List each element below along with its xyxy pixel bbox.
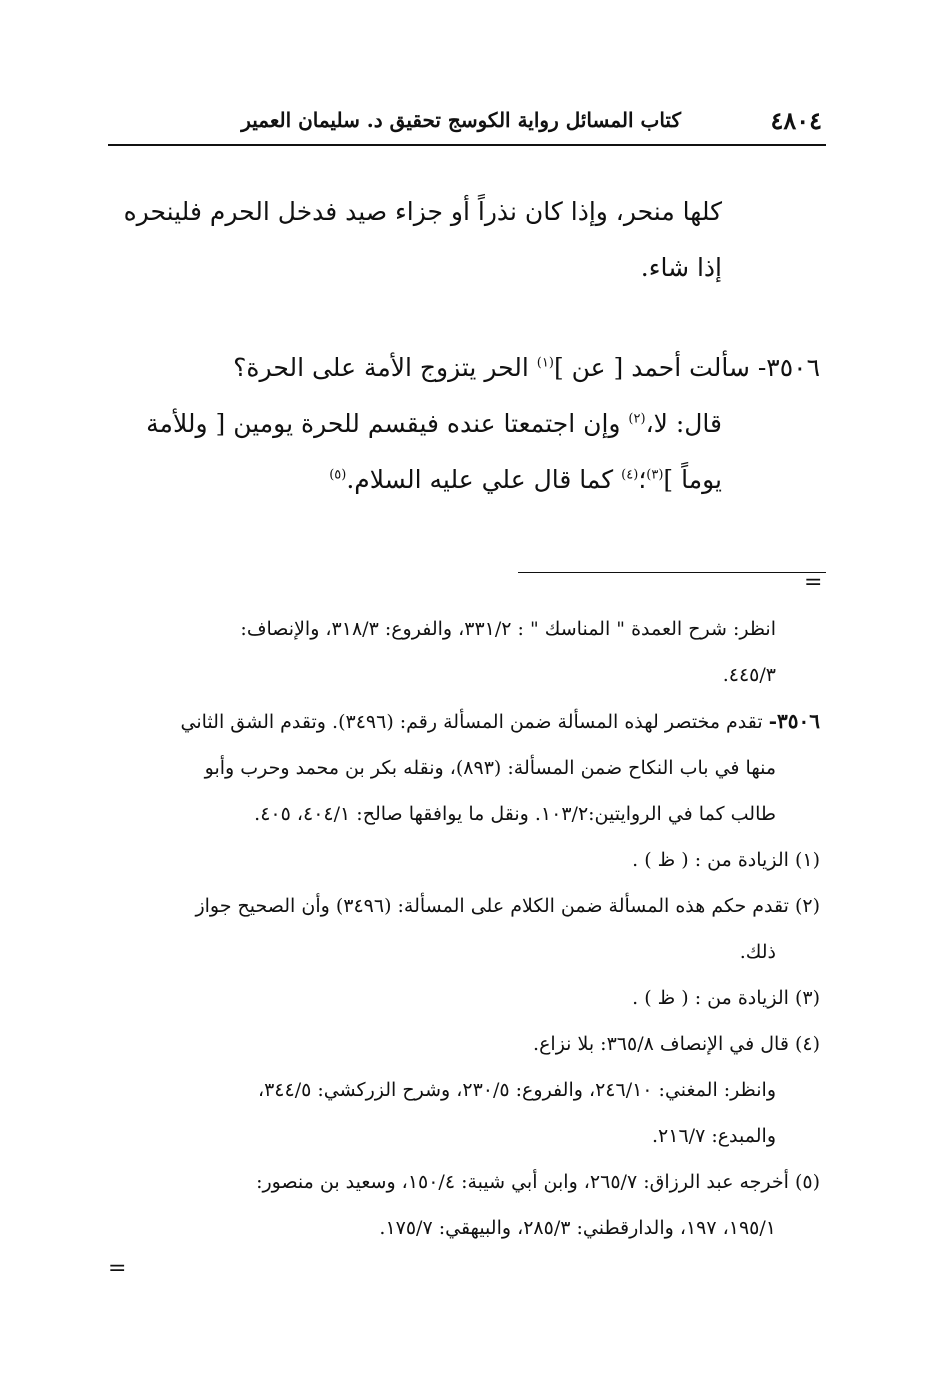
footnote-line <box>108 698 826 745</box>
footnote-2: (٢) تقدم حكم هذه المسألة ضمن الكلام على المسألة: (٣٤٩٦) وأن الصحيح جواز <box>195 895 820 917</box>
footnote-ref: (١) <box>536 355 554 371</box>
footnote-line: طالب كما في الروايتين:١٠٣/٢. ونقل ما يوافقها صالح: ٤٠٤/١، ٤٠٥. <box>254 803 776 825</box>
paragraph-continuation <box>108 184 826 296</box>
answer-line <box>108 452 826 508</box>
answer-text: كما قال علي عليه السلام. <box>346 465 622 494</box>
answer-text: يوماً ] <box>663 465 722 494</box>
footnote-ref: (٣) <box>646 467 664 483</box>
answer-text: وإن اجتمعتا عنده فيقسم للحرة يومين [ وللأمة <box>146 409 629 438</box>
footnotes <box>108 606 826 1251</box>
footnote-line: ٤٤٥/٣. <box>722 664 776 686</box>
footnote-line: ذلك. <box>739 941 776 963</box>
question-text: الحر يتزوج الأمة على الحرة؟ <box>233 353 537 382</box>
footnote-ref: (٤) <box>621 467 639 483</box>
question-text: ٣٥٠٦- سألت أحمد [ عن ] <box>553 353 820 382</box>
question-3506 <box>108 340 826 508</box>
continuation-mark-end: = <box>108 1256 127 1281</box>
footnote-separator <box>518 572 826 573</box>
answer-text: قال: لا، <box>645 409 722 438</box>
footnote-line: منها في باب النكاح ضمن المسألة: (٨٩٣)، ونقله بكر بن محمد وحرب وأبو <box>204 757 776 779</box>
footnote-ref: (٥) <box>329 467 347 483</box>
footnote-5: (٥) أخرجه عبد الرزاق: ٢٦٥/٧، وابن أبي شيبة: ١٥٠/٤، وسعيد بن منصور: <box>256 1171 820 1193</box>
answer-line <box>108 396 826 452</box>
note-number: ٣٥٠٦- <box>768 709 820 733</box>
footnote-text: تقدم مختصر لهذه المسألة ضمن المسألة رقم: (٣٤٩٦). وتقدم الشق الثاني <box>180 711 769 733</box>
footnote-line: انظر: شرح العمدة " المناسك " : ٣٣١/٢، والفروع: ٣١٨/٣، والإنصاف: <box>240 618 776 640</box>
text-line: إذا شاء. <box>640 253 722 282</box>
footnote-line: وانظر: المغني: ٢٤٦/١٠، والفروع: ٢٣٠/٥، وشرح الزركشي: ٣٤٤/٥، <box>257 1079 776 1101</box>
question-line <box>108 340 826 396</box>
page-number: ٤٨٠٤ <box>770 106 822 135</box>
running-header <box>108 104 826 146</box>
answer-text: ؛ <box>638 465 647 494</box>
footnote-ref: (٢) <box>628 411 646 427</box>
footnote-line: والمبدع: ٢١٦/٧. <box>652 1125 776 1147</box>
footnote-line: ١٩٥/١، ١٩٧، والدارقطني: ٢٨٥/٣، والبيهقي: ١٧٥/٧. <box>379 1217 776 1239</box>
running-title: كتاب المسائل رواية الكوسج تحقيق د. سليمان العمير <box>241 108 681 132</box>
continuation-mark: = <box>804 570 823 595</box>
footnote-3: (٣) الزيادة من : ( ظ ) . <box>632 987 820 1009</box>
footnote-1: (١) الزيادة من : ( ظ ) . <box>632 849 820 871</box>
text-line: كلها منحر، وإذا كان نذراً أو جزاء صيد فدخل الحرم فلينحره <box>123 197 722 226</box>
footnote-4: (٤) قال في الإنصاف ٣٦٥/٨: بلا نزاع. <box>533 1033 820 1055</box>
